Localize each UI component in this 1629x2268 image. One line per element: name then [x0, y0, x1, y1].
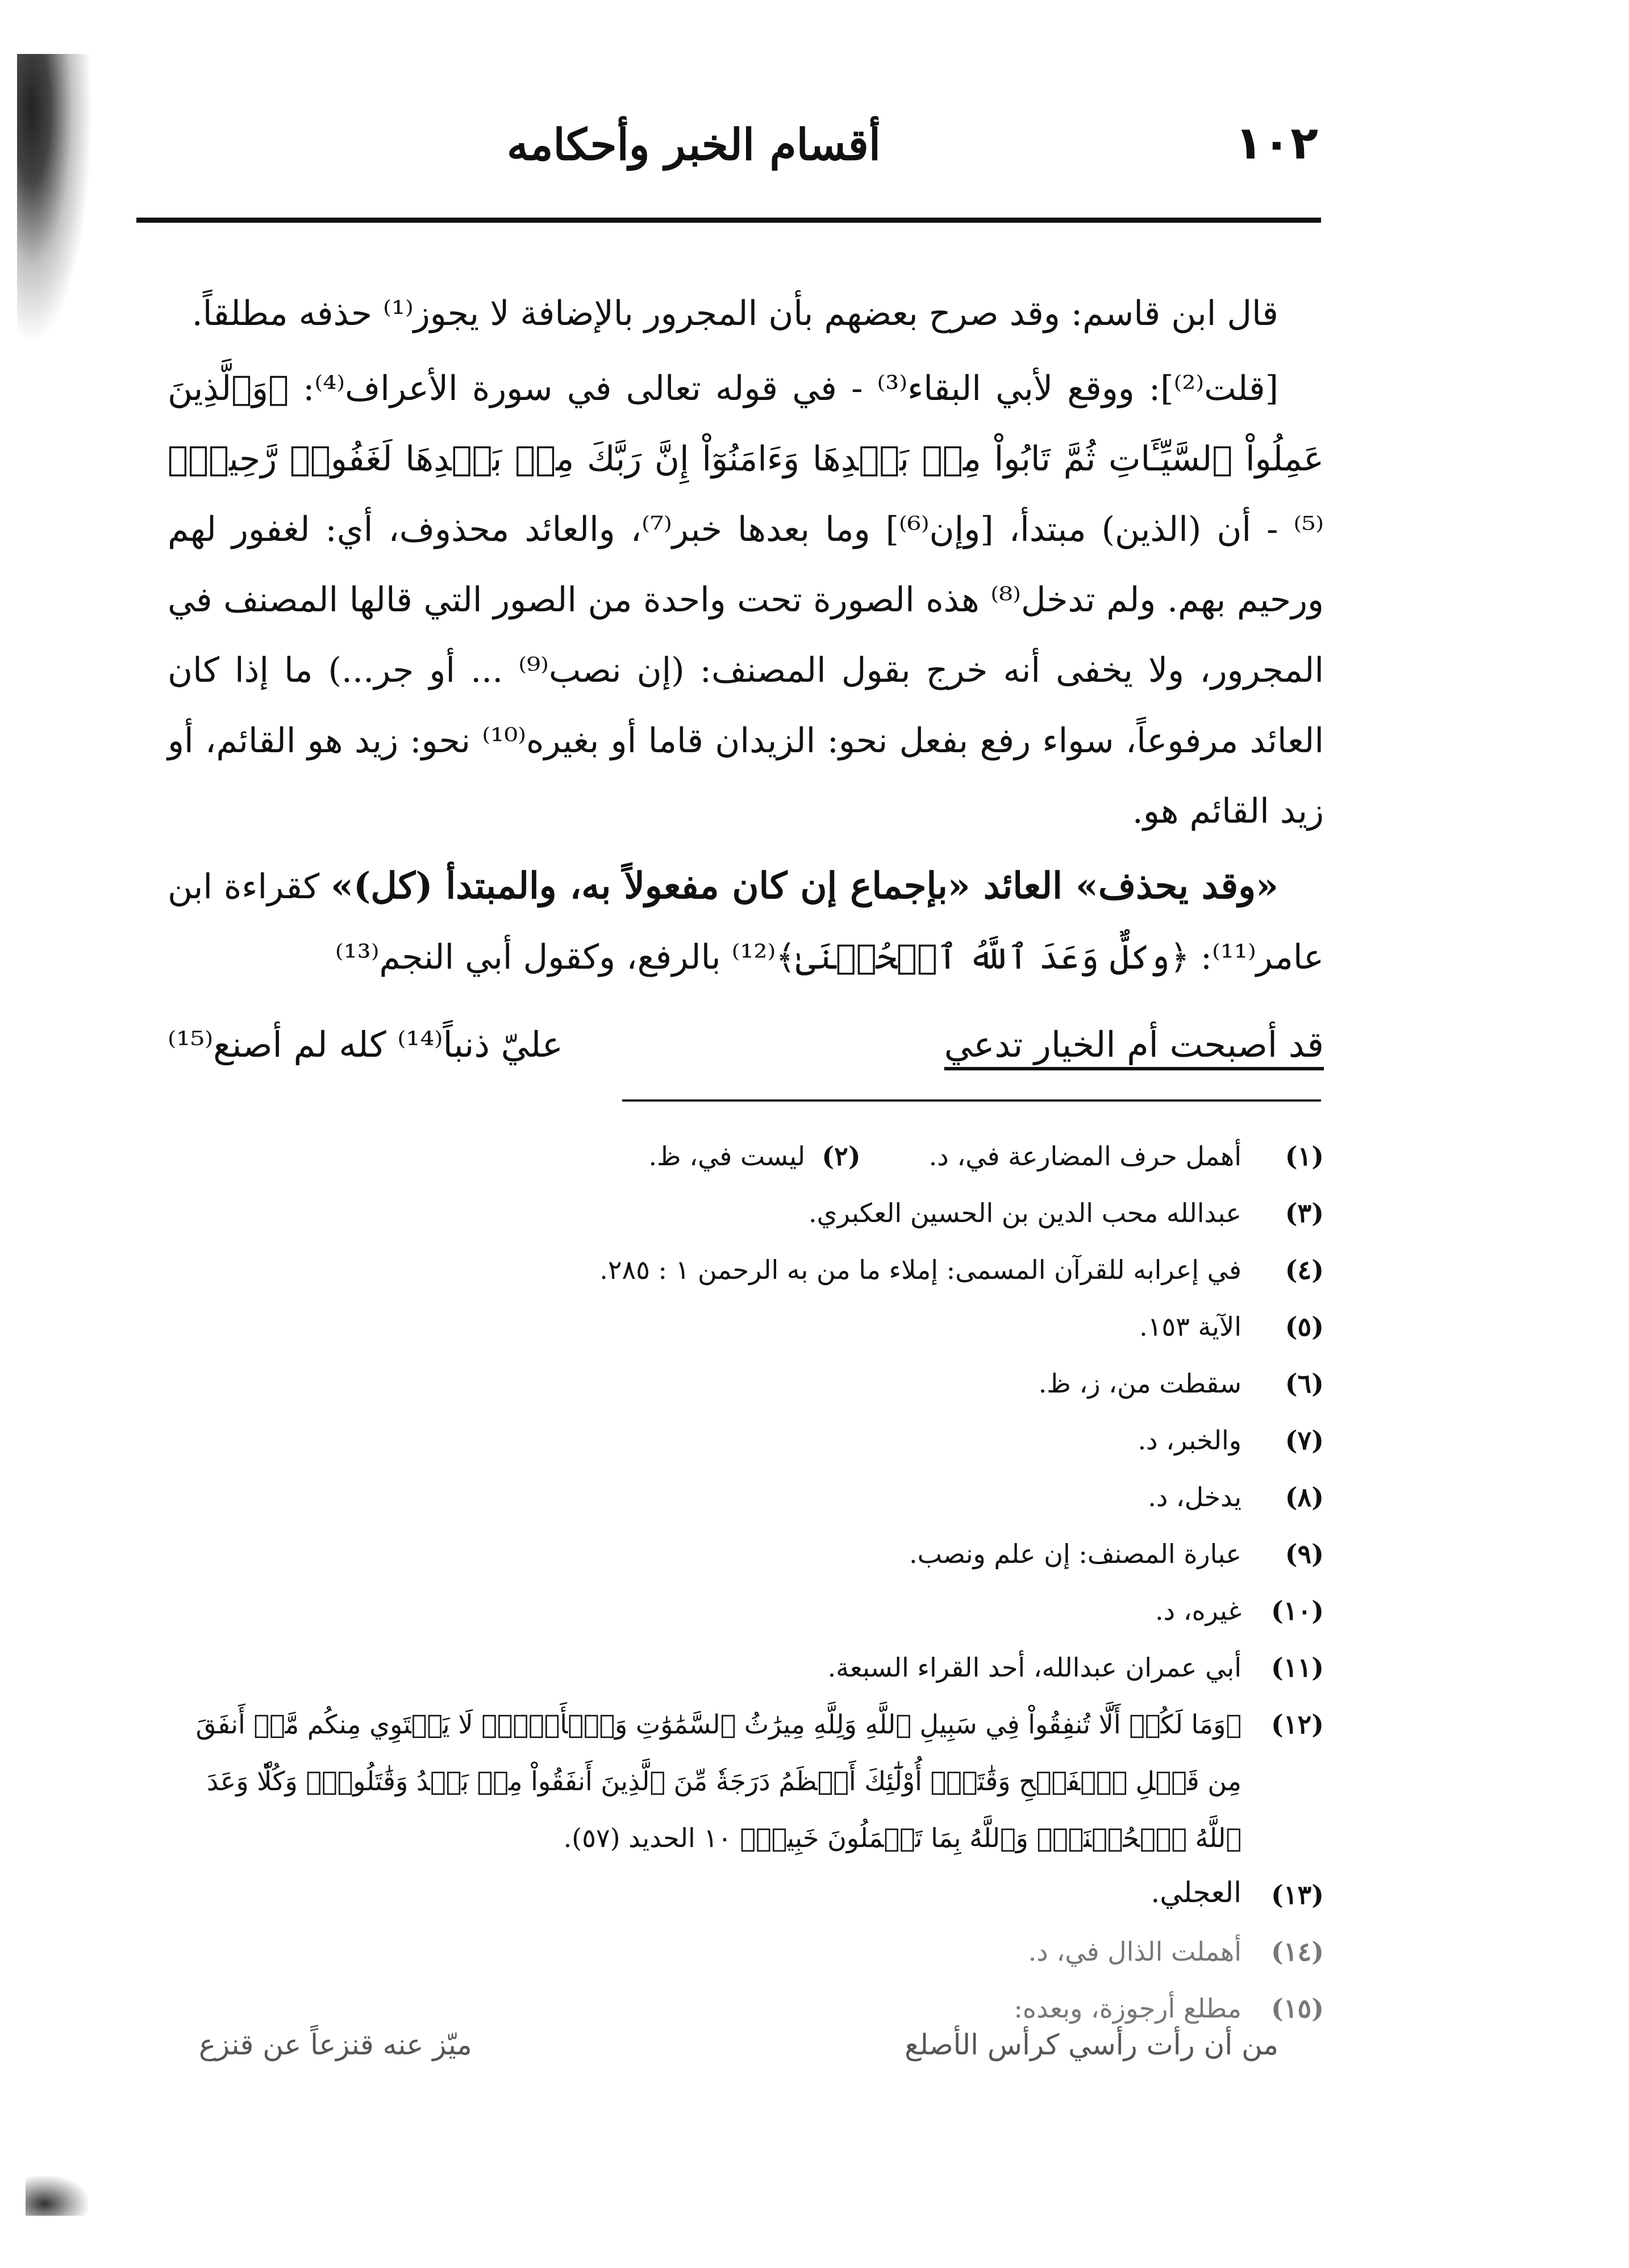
footnote-text: أهمل حرف المضارعة في، د. [928, 1141, 1241, 1171]
footnote [170, 1923, 1324, 1980]
paragraph-3 [168, 851, 1324, 993]
footnote-number: (١٠) [1271, 1595, 1324, 1626]
footnote-number: (١٤) [1271, 1936, 1324, 1967]
footnote [170, 1355, 1324, 1412]
footnote [170, 1298, 1324, 1355]
footnote-text: في إعرابه للقرآن المسمى: إملاء ما من به الرحمن ١ : ٢٨٥. [599, 1254, 1241, 1285]
footnote-separator [622, 1099, 1321, 1102]
footnotes [170, 1128, 1324, 2037]
footnote [170, 1525, 1324, 1582]
footnote [170, 1412, 1324, 1469]
footnote-number: (٤) [1285, 1254, 1324, 1285]
poetry-verse [168, 1010, 1324, 1080]
page-number: ١٠٢ [1235, 116, 1318, 169]
footnote-number: (١٥) [1271, 1993, 1324, 2024]
footnote-number: (٧) [1285, 1425, 1324, 1456]
footnote [170, 1241, 1324, 1298]
header-rule [136, 218, 1321, 223]
footnote-number: (٩) [1285, 1539, 1324, 1569]
scan-shadow-corner [26, 2176, 88, 2216]
footnote [170, 1582, 1324, 1639]
footnote-text: والخبر، د. [1138, 1425, 1241, 1456]
footnote [170, 1696, 1324, 1866]
bold-quote: «وقد يحذف» العائد «بإجماع إن كان مفعولاً به، والمبتدأ (كل)» [330, 865, 1279, 907]
footnote-number: (٦) [1285, 1368, 1324, 1399]
footnote-number: (١١) [1271, 1652, 1324, 1683]
footnote-verse-second: ميّز عنه قنزعاً عن قنزع [199, 2028, 472, 2061]
footnote-text: ﴿وَمَا لَكُمۡ أَلَّا تُنفِقُواْ فِي سَبِيلِ ٱللَّهِ وَلِلَّهِ مِيرَٰثُ ٱلسَّمَٰوَٰتِ وَٱلۡأَرۡضِۚ لَا يَسۡتَوِي مِنكُم مَّنۡ أَنفَقَ مِن قَبۡلِ ٱلۡفَتۡحِ وَقَٰتَلَۚ أُوْلَٰٓئِكَ أَعۡظَمُ دَرَجَةٗ مِّنَ ٱلَّذِينَ أَنفَقُواْ مِنۢ بَعۡدُ وَقَٰتَلُواْۚ وَكُلّٗا وَعَدَ ٱللَّهُ ٱلۡحُسۡنَىٰۚ وَٱللَّهُ بِمَا تَعۡمَلُونَ خَبِيرٞ﴾ ١٠ الحديد (٥٧). [195, 1709, 1241, 1853]
footnote-verse-first: من أن رأت رأسي كرأس الأصلع [905, 2028, 1278, 2061]
footnote [170, 1128, 1324, 1185]
footnote-text: عبارة المصنف: إن علم ونصب. [909, 1539, 1241, 1569]
verse-first-hemistich: قد أصبحت أم الخيار تدعي [944, 1024, 1324, 1065]
footnote-text: يدخل، د. [1148, 1482, 1241, 1512]
footnote-text: سقطت من، ز، ظ. [1038, 1368, 1241, 1399]
footnote-verse [199, 2028, 1278, 2061]
footnote-number: (١٣) [1271, 1879, 1324, 1910]
footnote-number: (١٢) [1271, 1709, 1324, 1740]
footnote-number: (٨) [1285, 1482, 1324, 1512]
footnote-text: أهملت الذال في، د. [1028, 1936, 1241, 1967]
footnote-text: ليست في، ظ. [648, 1141, 806, 1171]
footnote-text: غيره، د. [1155, 1595, 1241, 1626]
footnote-text: أبي عمران عبدالله، أحد القراء السبعة. [827, 1652, 1241, 1683]
footnote-text: الآية ١٥٣. [1139, 1311, 1241, 1342]
footnote [170, 1469, 1324, 1525]
main-text [168, 278, 1324, 1080]
footnote-number: (٢) [822, 1141, 861, 1171]
scan-shadow-edge [17, 54, 91, 338]
running-title: أقسام الخبر وأحكامه [507, 119, 881, 170]
footnote-text: مطلع أرجوزة، وبعده: [1014, 1993, 1241, 2024]
verse-second-hemistich: عليّ ذنباً⁽¹⁴⁾ كله لم أصنع⁽¹⁵⁾ [168, 1024, 563, 1065]
footnote-number: (١) [1285, 1141, 1324, 1171]
footnote [170, 1866, 1324, 1923]
paragraph-1: قال ابن قاسم: وقد صرح بعضهم بأن المجرور بالإضافة لا يجوز⁽¹⁾ حذفه مطلقاً. [191, 294, 1278, 333]
footnote-number: (٣) [1285, 1198, 1324, 1228]
page-header [139, 116, 1318, 202]
paragraph-3-rest: كقراءة ابن عامر⁽¹¹⁾: ﴿وكلٌّ وَعَدَ ٱللَّهُ ٱلۡحُسۡنَىٰ﴾⁽¹²⁾ بالرفع، وكقول أبي النجم⁽¹³⁾ [168, 867, 1324, 977]
footnote [170, 1639, 1324, 1696]
footnote-text: العجلي. [1151, 1876, 1241, 1909]
footnote-number: (٥) [1285, 1311, 1324, 1342]
footnote-text: عبدالله محب الدين بن الحسين العكبري. [808, 1198, 1241, 1228]
paragraph-2: [قلت⁽²⁾]: ووقع لأبي البقاء⁽³⁾ - في قوله تعالى في سورة الأعراف⁽⁴⁾: ﴿وَٱلَّذِينَ عَمِلُواْ ٱلسَّيِّـَٔاتِ ثُمَّ تَابُواْ مِنۢ بَعۡدِهَا وَءَامَنُوٓاْ إِنَّ رَبَّكَ مِنۢ بَعۡدِهَا لَغَفُورٞ رَّحِيمٞ﴾⁽⁵⁾ - أن (الذين) مبتدأ، [وإن⁽⁶⁾] وما بعدها خبر⁽⁷⁾، والعائد محذوف، أي: لغفور لهم ورحيم بهم. ولم تدخل⁽⁸⁾ هذه الصورة تحت واحدة من الصور التي قالها المصنف في المجرور، ولا يخفى أنه خرج بقول المصنف: (إن نصب⁽⁹⁾ ... أو جر...) ما إذا كان العائد مرفوعاً، سواء رفع بفعل نحو: الزيدان قاما أو بغيره⁽¹⁰⁾ نحو: زيد هو القائم، أو زيد القائم هو. [168, 369, 1324, 831]
footnote [170, 1185, 1324, 1241]
